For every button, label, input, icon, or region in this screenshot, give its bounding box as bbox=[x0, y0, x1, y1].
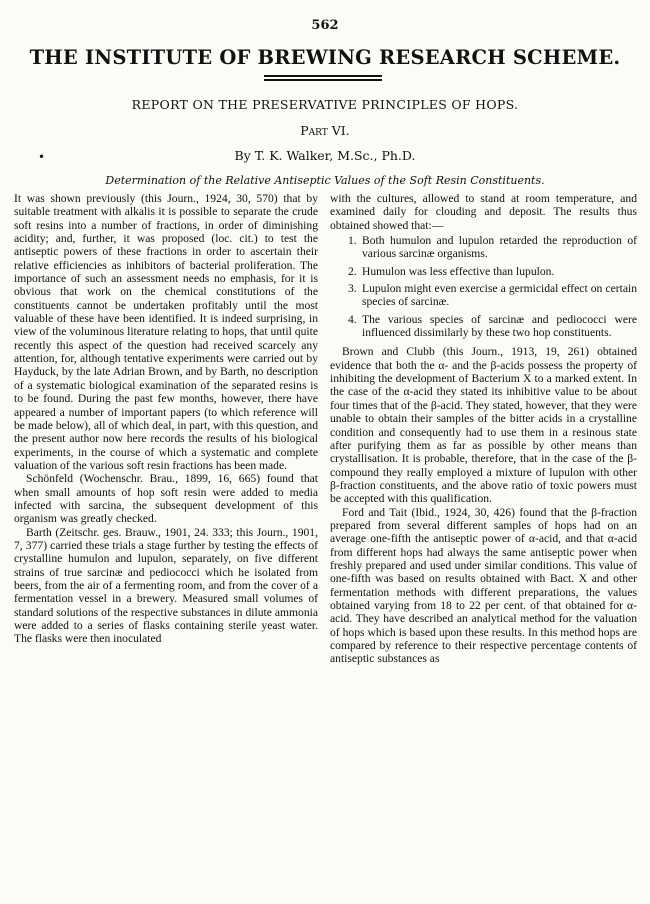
list-item bbox=[348, 264, 637, 278]
paragraph-continuation: with the cultures, allowed to stand at room temperature, and examined daily for clouding and deposit. The results thus obtained showed that:— bbox=[330, 192, 637, 232]
list-item-text: Both humulon and lupulon retarded the reproduction of various sarcinæ organisms. bbox=[362, 234, 637, 261]
list-item-number: 4. bbox=[348, 312, 357, 326]
list-item bbox=[348, 312, 637, 340]
title-rule-upper bbox=[264, 75, 382, 77]
section-subtitle: Determination of the Relative Antiseptic Values of the Soft Resin Constituents. bbox=[105, 174, 545, 187]
list-item-text: Lupulon might even exercise a germicidal effect on certain species of sarcinæ. bbox=[362, 282, 637, 309]
stray-mark: • bbox=[38, 150, 46, 164]
right-column bbox=[330, 192, 637, 666]
list-item bbox=[348, 234, 637, 261]
list-item bbox=[348, 282, 637, 309]
findings-list bbox=[330, 234, 637, 339]
author-byline: By T. K. Walker, M.Sc., Ph.D. bbox=[234, 148, 416, 163]
paragraph-schonfeld: Schönfeld (Wochenschr. Brau., 1899, 16, 665) found that when small amounts of hop soft resin were added to media infected with sarcina, the subsequent development of this organism was greatly checked. bbox=[14, 472, 318, 526]
report-title: REPORT ON THE PRESERVATIVE PRINCIPLES OF HOPS. bbox=[131, 97, 519, 112]
left-column bbox=[14, 192, 318, 646]
main-title: THE INSTITUTE OF BREWING RESEARCH SCHEME. bbox=[29, 46, 621, 69]
paragraph-intro: It was shown previously (this Journ., 1924, 30, 570) that by suitable treatment with alkalis it is possible to separate the crude soft resins into a number of fractions, in order of diminishing acidity; and, further, it was proposed (loc. cit.) to test the antiseptic powers of these fractions in order to ascertain their relative efficiencies as inhibitors of bacterial proliferation. The importance of such an assessment needs no emphasis, for it is obvious that work on the chemical constitutions of the constituents cannot be undertaken profitably until the most valuable of these have been identified. It is indeed surprising, in view of the voluminous literature relating to hops, that until quite recently this aspect of the question had received scarcely any attention, for, although tentative experiments were carried out by Hayduck, by the late Adrian Brown, and by Barth, no description of a systematic biological examination of the separated resins is to be found. During the past few months, however, there have appeared a number of important papers (to which reference will be made below), all of which deal, in part, with this question, and the present author now here records the results of his biological experiments, in the course of which a systematic and complete valuation of the various soft resin fractions has been made. bbox=[14, 192, 318, 472]
paragraph-barth: Barth (Zeitschr. ges. Brauw., 1901, 24. 333; this Journ., 1901, 7, 377) carried these trials a stage further by testing the effects of crystalline humulon and lupulon, separately, on five different strains of true sarcinæ and pediococci which he isolated from beers, from the air of a fermenting room, and from the cover of a fermentation vessel in a brewery. Measured small volumes of standard solutions of the respective substances in dilute ammonia were added to a series of flasks containing sterile yeast water. The flasks were then inoculated bbox=[14, 525, 318, 646]
list-item-text: Humulon was less effective than lupulon. bbox=[362, 264, 555, 278]
page-number: 562 bbox=[311, 18, 339, 33]
paragraph-brown-clubb: Brown and Clubb (this Journ., 1913, 19, 261) obtained evidence that both the α- and the β-acids possess the property of inhibiting the development of Bacterium X to a marked extent. In the case of the α-acid they stated its inhibitive value to be about four times that of the β-acid. They stated, however, that they were unable to obtain their samples of the bitter acids in a crystalline condition and consequently had to use them in a resinous state after purifying them as far as possible by other means than crystallisation. It is probable, therefore, that in the case of the β-compound they really employed a mixture of lupulon with other β-fraction constituents, and the above ratio of toxic powers must be accepted with this qualification. bbox=[330, 345, 637, 506]
paragraph-ford-tait: Ford and Tait (Ibid., 1924, 30, 426) found that the β-fraction prepared from several different samples of hops had on an average one-fifth the antiseptic power of α-acid, and that α-acid from different hops had always the same antiseptic power when freshly prepared and used under similar conditions. This value of one-fifth was based on results obtained with Bact. X and other fermentation methods with different preparations, the values obtained varying from 18 to 22 per cent. of that obtained for α-acid. They have described an analytical method for the valuation of hops which is based upon these results. In this method hops are compared by reference to their respective percentage contents of antiseptic substances as bbox=[330, 505, 637, 666]
part-heading: Part VI. bbox=[300, 123, 350, 138]
list-item-number: 3. bbox=[348, 282, 357, 296]
title-rule-lower bbox=[264, 79, 382, 81]
list-item-number: 1. bbox=[348, 234, 357, 248]
list-item-number: 2. bbox=[348, 264, 357, 278]
list-item-text: The various species of sarcinæ and pediococci were influenced dissimilarly by these two hop constituents. bbox=[362, 312, 637, 340]
